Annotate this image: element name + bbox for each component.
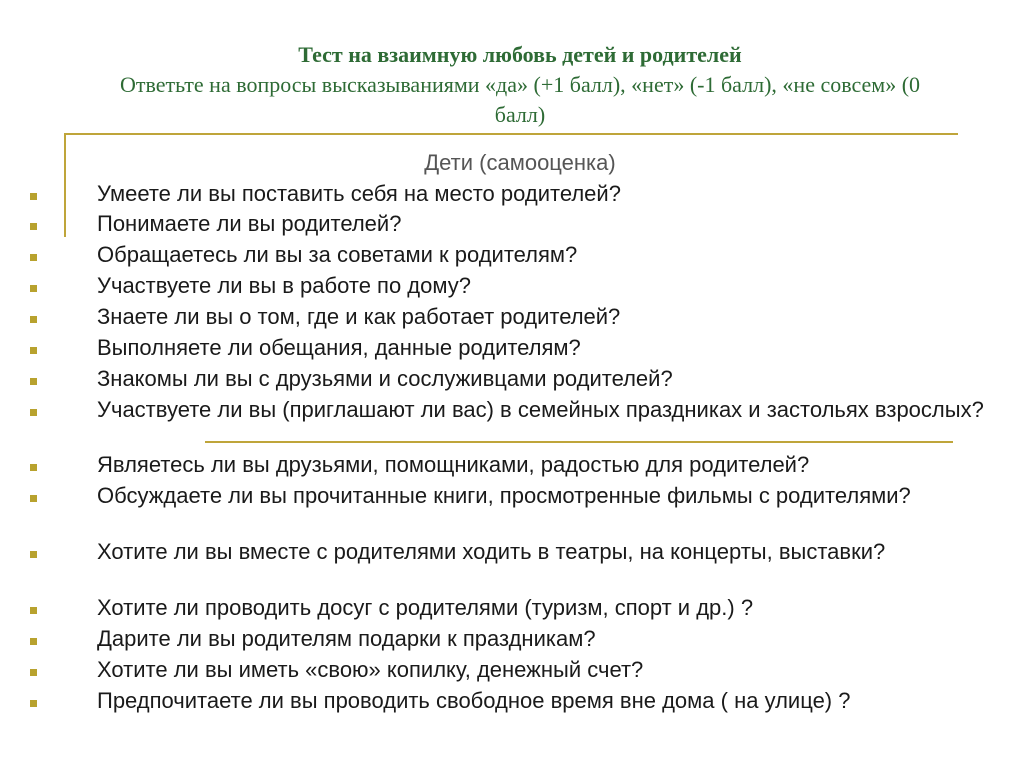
bullet-icon [30,669,37,676]
bullet-icon [30,223,37,230]
bullet-icon [30,464,37,471]
bullet-icon [30,495,37,502]
bullet-icon [30,193,37,200]
list-item: Участвуете ли вы (приглашают ли вас) в семейных праздниках и застольях взрослых? [97,397,984,422]
bullet-icon [30,700,37,707]
page-title: Тест на взаимную любовь детей и родителей [298,42,742,67]
bullet-icon [30,409,37,416]
bullet-icon [30,316,37,323]
list-item: Обсуждаете ли вы прочитанные книги, просмотренные фильмы с родителями? [97,483,911,508]
mid-divider-line [205,441,953,443]
list-item: Знаете ли вы о том, где и как работает родителей? [97,304,621,329]
bullet-icon [30,347,37,354]
section-subtitle: Дети (самооценка) [424,150,616,175]
list-item: Умеете ли вы поставить себя на место родителей? [97,181,621,206]
list-item: Выполняете ли обещания, данные родителям? [97,335,581,360]
bullet-icon [30,607,37,614]
list-item: Являетесь ли вы друзьями, помощниками, радостью для родителей? [97,452,810,477]
bullet-icon [30,551,37,558]
list-item: Знакомы ли вы с друзьями и сослуживцами родителей? [97,366,673,391]
list-item: Понимаете ли вы родителей? [97,211,402,236]
bullet-icon [30,378,37,385]
left-accent-line [64,133,66,237]
bullet-icon [30,638,37,645]
bullet-icon [30,285,37,292]
list-item: Хотите ли вы иметь «свою» копилку, денежный счет? [97,657,644,682]
list-item: Участвуете ли вы в работе по дому? [97,273,471,298]
bullet-icon [30,254,37,261]
list-item: Дарите ли вы родителям подарки к праздникам? [97,626,596,651]
list-item: Обращаетесь ли вы за советами к родителям? [97,242,578,267]
title-underline [64,133,958,135]
list-item: Хотите ли проводить досуг с родителями (туризм, спорт и др.) ? [97,595,754,620]
list-item: Хотите ли вы вместе с родителями ходить в театры, на концерты, выставки? [97,539,886,564]
instructions: Ответьте на вопросы высказываниями «да» (+1 балл), «нет» (-1 балл), «не совсем» (0 балл) [119,72,921,127]
list-item: Предпочитаете ли вы проводить свободное время вне дома ( на улице) ? [97,688,851,713]
title-block [100,40,940,130]
